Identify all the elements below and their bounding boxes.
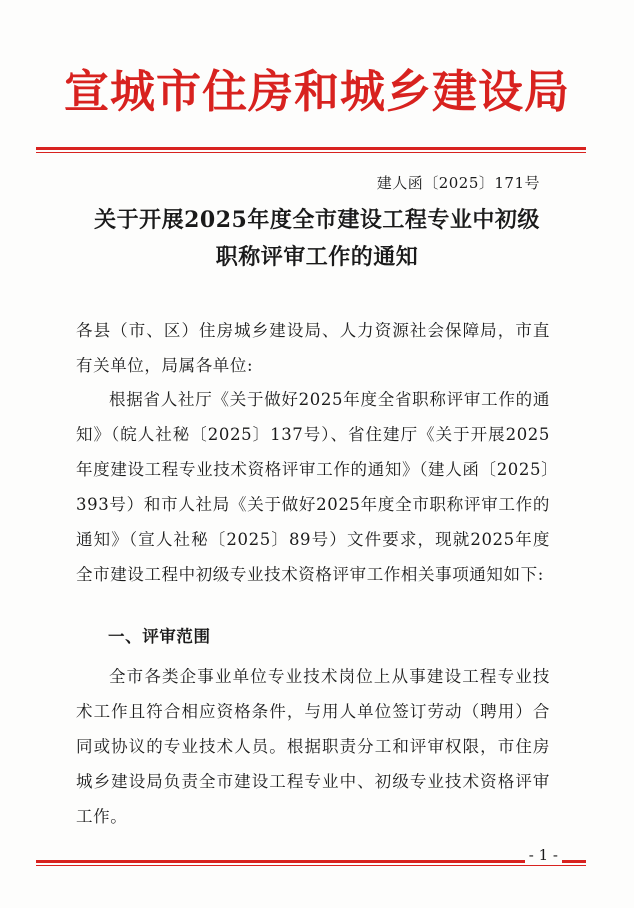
letterhead-title: 宣城市住房和城乡建设局 — [63, 65, 570, 118]
document-number: 建人函〔2025〕171号 — [376, 174, 540, 192]
section-heading-1: 一、评审范围 — [108, 627, 211, 646]
page-number: - 1 - — [525, 846, 562, 864]
addressee: 各县（市、区）住房城乡建设局、人力资源社会保障局，市直有关单位，局属各单位: — [76, 321, 550, 375]
document-title-line2: 职称评审工作的通知 — [215, 244, 419, 270]
body-paragraph-1: 根据省人社厅《关于做好2025年度全省职称评审工作的通知》（皖人社秘〔2025〕137号）、省住建厅《关于开展2025年度建设工程专业技术资格评审工作的通知》（建人函〔2025〕393号）和市人社局《关于做好2025年度全市职称评审工作的通知》（宣人社秘〔2025〕89号）文件要求，现就2025年度全市建设工程中初级专业技术资格评审工作相关事项通知如下: — [76, 390, 550, 584]
body-paragraph-2: 全市各类企事业单位专业技术岗位上从事建设工程专业技术工作且符合相应资格条件，与用人单位签订劳动（聘用）合同或协议的专业技术人员。根据职责分工和评审权限，市住房城乡建设局负责全市建设工程专业中、初级专业技术资格评审工作。 — [76, 667, 550, 826]
footer-red-rule-thin — [36, 865, 586, 866]
document-title-line1: 关于开展2025年度全市建设工程专业中初级 — [94, 207, 540, 233]
letterhead-red-rule — [36, 147, 586, 150]
footer-red-rule — [36, 860, 586, 863]
letterhead-red-rule-thin — [36, 152, 586, 153]
